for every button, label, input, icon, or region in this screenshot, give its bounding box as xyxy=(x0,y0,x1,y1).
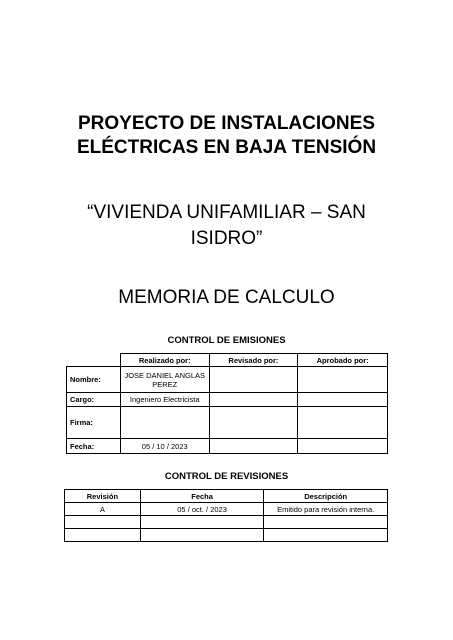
table-cell xyxy=(298,393,388,407)
project-subtitle-line-2: ISIDRO” xyxy=(190,228,263,249)
table-row xyxy=(65,516,388,529)
emisiones-row-firma xyxy=(67,407,388,439)
emisiones-header-row xyxy=(67,354,388,367)
table-cell: A xyxy=(65,503,141,516)
revisiones-col-header: Revisión xyxy=(65,490,141,503)
table-cell xyxy=(140,529,264,542)
table-cell: JOSE DANIEL ANGLAS PEREZ xyxy=(120,367,209,393)
table-cell: 05 / 10 / 2023 xyxy=(120,439,209,454)
emisiones-row-fecha xyxy=(67,439,388,454)
table-cell xyxy=(65,516,141,529)
revisiones-col-header: Descripción xyxy=(264,490,388,503)
emisiones-heading: CONTROL DE EMISIONES xyxy=(167,335,286,346)
table-cell xyxy=(209,393,298,407)
table-cell xyxy=(120,407,209,439)
table-cell xyxy=(209,367,298,393)
emisiones-corner-cell xyxy=(67,354,121,367)
table-cell xyxy=(298,367,388,393)
row-label: Cargo: xyxy=(67,393,121,407)
table-cell: 05 / oct. / 2023 xyxy=(140,503,264,516)
emisiones-col-header: Revisado por: xyxy=(209,354,298,367)
table-row xyxy=(65,503,388,516)
table-cell: Ingeniero Electricista xyxy=(120,393,209,407)
table-cell xyxy=(65,529,141,542)
revisiones-table xyxy=(64,489,388,542)
document-type-title: MEMORIA DE CALCULO xyxy=(118,287,335,308)
revisiones-header-row xyxy=(65,490,388,503)
emisiones-table xyxy=(66,353,388,454)
row-label: Fecha: xyxy=(67,439,121,454)
project-subtitle xyxy=(0,200,453,252)
row-label: Firma: xyxy=(67,407,121,439)
table-cell xyxy=(209,407,298,439)
emisiones-col-header: Realizado por: xyxy=(120,354,209,367)
emisiones-col-header: Aprobado por: xyxy=(298,354,388,367)
table-cell xyxy=(264,529,388,542)
table-cell xyxy=(264,516,388,529)
project-title xyxy=(0,112,453,160)
revisiones-heading: CONTROL DE REVISIONES xyxy=(164,471,289,482)
row-label: Nombre: xyxy=(67,367,121,393)
table-cell xyxy=(298,407,388,439)
emisiones-row-nombre xyxy=(67,367,388,393)
table-cell xyxy=(140,516,264,529)
project-title-line-2: ELÉCTRICAS EN BAJA TENSIÓN xyxy=(76,137,377,158)
revisiones-col-header: Fecha xyxy=(140,490,264,503)
project-title-line-1: PROYECTO DE INSTALACIONES xyxy=(78,113,375,134)
table-cell: Emitido para revisión interna. xyxy=(264,503,388,516)
table-row xyxy=(65,529,388,542)
emisiones-row-cargo xyxy=(67,393,388,407)
project-subtitle-line-1: “VIVIENDA UNIFAMILIAR – SAN xyxy=(87,202,366,223)
table-cell xyxy=(298,439,388,454)
table-cell xyxy=(209,439,298,454)
